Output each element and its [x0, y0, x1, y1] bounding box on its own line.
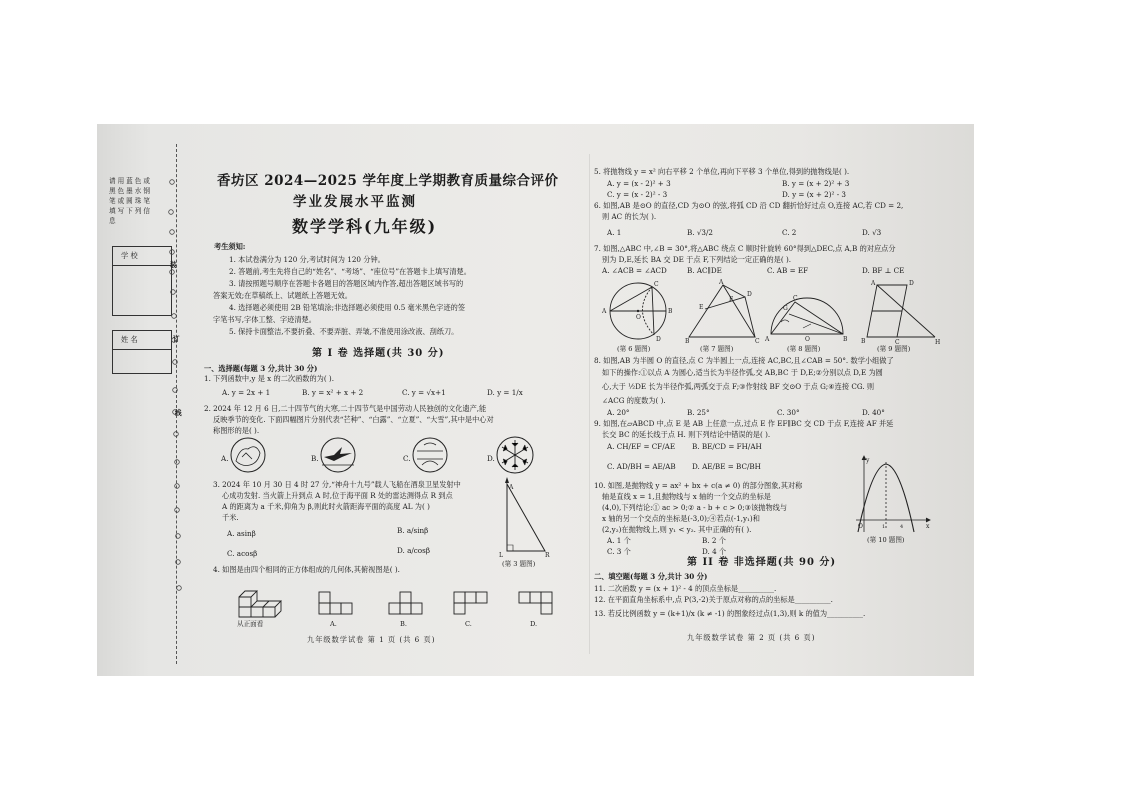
svg-text:C: C	[895, 339, 900, 346]
svg-text:C: C	[793, 295, 798, 302]
q2-image-d	[496, 436, 534, 474]
fig9	[857, 279, 942, 345]
q7-line-2: 别为 D,E,延长 BA 交 DE 于点 F,下列结论一定正确的是( ).	[602, 255, 792, 264]
q6-option-b: B. √3/2	[687, 228, 713, 237]
q8-line-1: 8. 如图,AB 为半圆 O 的直径,点 C 为半圆上一点,连接 AC,BC,且∠CAB = 50°. 数学小组做了	[594, 356, 894, 365]
bind-char-ding: 订	[173, 335, 180, 343]
q3-option-d: D. a/cosβ	[397, 546, 430, 555]
q4-text: 4. 如图是由四个相同的正方体组成的几何体,其俯视图是( ).	[213, 565, 400, 574]
q5-option-b: B. y = (x + 2)² + 3	[782, 179, 850, 188]
q1-text: 1. 下列函数中,y 是 x 的二次函数的为( ).	[204, 374, 335, 383]
q3-line-2: 心成功发射. 当火箭上升到点 A 时,位于海平面 R 处的雷达测得点 R 到点	[222, 491, 453, 500]
exam-title: 香坊区 2024—2025 学年度上学期教育质量综合评价	[217, 173, 559, 189]
fig8-caption: (第 8 题图)	[787, 345, 821, 353]
q3-line-1: 3. 2024 年 10 月 30 日 4 时 27 分,“神舟十九号”载人飞船在酒泉卫星发射中	[213, 480, 461, 489]
svg-text:A: A	[871, 280, 876, 287]
svg-text:F: F	[729, 296, 734, 303]
subject-title: 数学学科(九年级)	[292, 217, 438, 236]
svg-text:R: R	[545, 552, 550, 559]
fill-heading: 二、填空题(每题 3 分,共计 30 分)	[594, 572, 708, 581]
svg-text:B: B	[668, 308, 673, 315]
fig8	[767, 284, 847, 344]
binding-holes	[167, 144, 187, 664]
q4-solid	[237, 583, 297, 619]
notice-4: 4. 选择题必须使用 2B 铅笔填涂;非选择题必须使用 0.5 毫米黑色字迹的签	[229, 303, 466, 312]
q3-caption: (第 3 题图)	[502, 560, 536, 568]
fig6-caption: (第 6 题图)	[617, 345, 651, 353]
choice-heading: 一、选择题(每题 3 分,共计 30 分)	[204, 364, 318, 373]
right-footer: 九年级数学试卷 第 2 页 (共 6 页)	[687, 633, 816, 642]
part2-heading: 第 II 卷 非选择题(共 90 分)	[687, 557, 837, 568]
q9-option-a: A. CH/EF = CF/AE	[607, 442, 676, 451]
fig6	[602, 279, 677, 345]
svg-text:A: A	[719, 279, 724, 286]
q4-option-c: C.	[465, 620, 472, 628]
q8-line-4: ∠ACG 的度数为( ).	[602, 396, 666, 405]
svg-text:O: O	[636, 314, 641, 321]
left-footer: 九年级数学试卷 第 1 页 (共 6 页)	[307, 635, 436, 644]
svg-text:1: 1	[882, 524, 886, 530]
q10-option-b: B. 2 个	[702, 536, 726, 545]
part1-heading: 第 I 卷 选择题(共 30 分)	[312, 348, 445, 359]
q10-line-4: x 轴的另一个交点的坐标是(-3,0);④若点(-1,y₁)和	[602, 514, 760, 523]
svg-text:O: O	[805, 336, 810, 343]
q4-option-b: B.	[400, 620, 407, 628]
svg-text:B: B	[861, 338, 866, 345]
q5-option-c: C. y = (x - 2)² - 3	[607, 190, 668, 199]
svg-text:4: 4	[900, 524, 904, 530]
q6-line-1: 6. 如图,AB 是⊙O 的直径,CD 为⊙O 的弦,将弧 CD 沿 CD 翻折恰好过点 O,连接 AC,若 CD = 2,	[594, 201, 904, 210]
svg-text:L: L	[499, 552, 503, 559]
q3-option-b: B. a/sinβ	[397, 526, 429, 535]
q9-option-d: D. AE/BE = BC/BH	[692, 462, 761, 471]
notice-4b: 字笔书写,字体工整、字迹清楚。	[213, 315, 316, 324]
name-label: 姓 名	[121, 335, 138, 344]
bind-char-xian: 线	[175, 409, 182, 417]
q2-image-c	[412, 437, 448, 473]
q9-option-b: B. BE/CD = FH/AH	[692, 442, 762, 451]
exam-subtitle: 学业发展水平监测	[293, 194, 417, 210]
q7-option-c: C. AB = EF	[767, 266, 809, 275]
svg-text:D: D	[656, 336, 661, 343]
q2-option-a: A.	[221, 454, 229, 463]
q1-option-d: D. y = 1/x	[487, 388, 523, 397]
q1-option-b: B. y = x² + x + 2	[302, 388, 364, 397]
q8-option-a: A. 20°	[607, 408, 630, 417]
q4-option-b-figure	[387, 590, 427, 616]
q10-line-1: 10. 如图,是抛物线 y = ax² + bx + c(a ≠ 0) 的部分图象,其对称	[594, 481, 803, 490]
exam-sheet	[97, 124, 974, 676]
q4-option-a-figure	[317, 590, 357, 616]
q9-line-2: 长交 BC 的延长线于点 H. 则下列结论中错误的是( ).	[602, 430, 771, 439]
svg-text:D: D	[747, 291, 752, 298]
notice-2: 2. 答题前,考生先将自己的“姓名”、“考场”、“座位号”在答题卡上填写清楚。	[229, 267, 471, 276]
svg-text:C: C	[654, 281, 659, 288]
q2-line-2: 反映季节的变化. 下面四幅图片分别代表“芒种”、“白露”、“立夏”、“大雪”,其中是中心对	[213, 415, 494, 424]
q3-figure	[497, 479, 557, 559]
q10-graph	[852, 454, 932, 536]
q4-option-d: D.	[530, 620, 538, 628]
q8-line-3: 心,大于 ½DE 长为半径作弧,两弧交于点 F;③作射线 BF 交⊙O 于点 G;④连接 CG. 则	[602, 382, 875, 391]
notice-heading: 考生须知:	[214, 242, 246, 251]
fig7	[685, 279, 765, 345]
q1-option-a: A. y = 2x + 1	[222, 388, 271, 397]
svg-text:A: A	[602, 308, 607, 315]
q13-text: 13. 若反比例函数 y = (k+1)/x (k ≠ -1) 的图象经过点(1,3),则 k 的值为__________.	[594, 609, 866, 618]
q7-option-d: D. BF ⊥ CE	[862, 266, 905, 275]
q4-option-a: A.	[330, 620, 337, 628]
q11-text: 11. 二次函数 y = (x + 1)² - 4 的顶点坐标是__________.	[594, 584, 777, 593]
svg-text:H: H	[935, 339, 941, 346]
q9-line-1: 9. 如图,在▱ABCD 中,点 E 是 AB 上任意一点,过点 E 作 EF∥BC 交 CD 于点 F,连接 AF 并延	[594, 419, 894, 428]
q2-option-c: C.	[403, 454, 411, 463]
q2-option-b: B.	[311, 454, 319, 463]
notice-1: 1. 本试卷满分为 120 分,考试时间为 120 分钟。	[229, 255, 385, 264]
svg-text:E: E	[699, 304, 704, 311]
q7-line-1: 7. 如图,△ABC 中,∠B = 30°,将△ABC 绕点 C 顺时针旋转 60°得到△DEC,点 A,B 的对应点分	[594, 244, 896, 253]
q10-option-c: C. 3 个	[607, 547, 631, 556]
q2-option-d: D.	[487, 454, 495, 463]
q12-text: 12. 在平面直角坐标系中,点 P(3,-2)关于原点对称的点的坐标是__________.	[594, 595, 833, 604]
svg-text:G: G	[783, 305, 788, 312]
svg-text:O: O	[858, 523, 863, 530]
svg-text:C: C	[755, 338, 760, 345]
q4-option-c-figure	[452, 590, 492, 616]
notice-3: 3. 请按照题号顺序在答题卡各题目的答题区域内作答,超出答题区域书写的	[229, 279, 464, 288]
q9-option-c: C. AD/BH = AE/AB	[607, 462, 676, 471]
q5-text: 5. 将抛物线 y = x² 向右平移 2 个单位,再向下平移 3 个单位,得到的抛物线是( ).	[594, 167, 850, 176]
q5-option-a: A. y = (x - 2)² + 3	[607, 179, 671, 188]
q8-option-d: D. 40°	[862, 408, 885, 417]
q10-caption: (第 10 题图)	[867, 536, 905, 544]
q10-line-5: (2,y₂)在抛物线上,则 y₁ < y₂. 其中正确的有( ).	[602, 525, 752, 534]
bind-char-zhuang: 装	[170, 261, 177, 269]
q3-line-4: 千米.	[222, 513, 239, 522]
q10-line-2: 轴是直线 x = 1,且抛物线与 x 轴的一个交点的坐标是	[602, 492, 771, 501]
q3-option-a: A. asinβ	[227, 529, 256, 538]
q7-option-a: A. ∠ACB = ∠ACD	[602, 266, 667, 275]
page-divider	[589, 154, 590, 654]
q3-option-c: C. acosβ	[227, 549, 258, 558]
fig9-caption: (第 9 题图)	[877, 345, 911, 353]
q7-option-b: B. AC∥DE	[687, 266, 722, 275]
svg-text:A: A	[509, 484, 514, 491]
svg-text:B: B	[843, 336, 848, 343]
q10-option-d: D. 4 个	[702, 547, 727, 556]
q2-image-b	[320, 437, 356, 473]
svg-text:x: x	[926, 523, 930, 530]
q8-option-c: C. 30°	[777, 408, 800, 417]
svg-text:A: A	[765, 336, 770, 343]
q6-line-2: 则 AC 的长为( ).	[602, 212, 657, 221]
q6-option-a: A. 1	[607, 228, 622, 237]
fig7-caption: (第 7 题图)	[700, 345, 734, 353]
q8-option-b: B. 25°	[687, 408, 710, 417]
side-notice: 请用蓝色或黑色墨水钢笔或圆珠笔填写下列信息	[109, 177, 152, 225]
q10-line-3: (4,0),下列结论:① ac > 0;② a - b + c > 0;③该抛物线与	[602, 503, 788, 512]
name-box	[112, 330, 172, 374]
q3-line-3: A 的距离为 a 千米,仰角为 β,则此时火箭距海平面的高度 AL 为( )	[222, 502, 430, 511]
q2-line-3: 称图形的是( ).	[213, 426, 260, 435]
svg-text:B: B	[685, 338, 690, 345]
q2-line-1: 2. 2024 年 12 月 6 日,二十四节气的大寒,二十四节气是中国劳动人民独创的文化遗产,能	[204, 404, 487, 413]
q8-line-2: 如下的操作:①以点 A 为圆心,适当长为半径作弧,交 AB,BC 于 D,E;②分别以点 D,E 为圆	[602, 368, 883, 377]
school-label: 学 校	[121, 251, 138, 260]
q6-option-d: D. √3	[862, 228, 882, 237]
q10-option-a: A. 1 个	[607, 536, 631, 545]
school-box	[112, 246, 172, 316]
svg-text:y: y	[866, 457, 870, 464]
svg-text:D: D	[909, 280, 914, 287]
notice-5: 5. 保持卡面整洁,不要折叠、不要弄脏、弄皱,不准使用涂改液、刮纸刀。	[229, 327, 459, 336]
q4-option-d-figure	[517, 590, 557, 616]
q2-image-a	[230, 437, 266, 473]
q6-option-c: C. 2	[782, 228, 797, 237]
q4-front-label: 从正面看	[237, 620, 264, 628]
notice-3b: 答案无效;在草稿纸上、试题纸上答题无效。	[213, 291, 352, 300]
q5-option-d: D. y = (x + 2)² - 3	[782, 190, 847, 199]
q1-option-c: C. y = √x+1	[402, 388, 446, 397]
